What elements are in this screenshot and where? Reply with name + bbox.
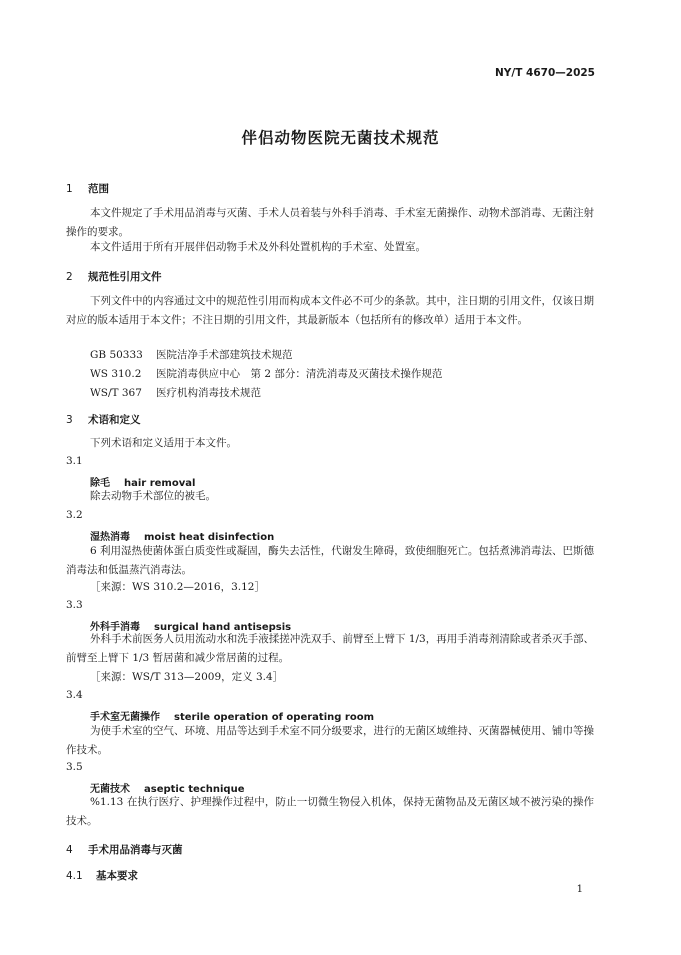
section-title: 术语和定义	[88, 414, 141, 426]
standard-number: NY/T 4670—2025	[495, 67, 595, 79]
term-chinese: 湿热消毒	[90, 532, 130, 543]
term-number: 3.2	[66, 509, 83, 521]
section-title: 手术用品消毒与灭菌	[88, 844, 183, 856]
document-title: 伴侣动物医院无菌技术规范	[241, 129, 440, 147]
term-english: aseptic technique	[144, 784, 245, 795]
term-definition: %1.13 在执行医疗、护理操作过程中，防止一切微生物侵入机体，保持无菌物品及无菌区域不被污染的操作技术。	[66, 796, 594, 827]
reference-title: 医疗机构消毒技术规范	[156, 387, 261, 399]
terms-intro: 下列术语和定义适用于本文件。	[90, 437, 237, 449]
term-english: surgical hand antisepsis	[154, 622, 292, 633]
reference-title: 医院洁净手术部建筑技术规范	[156, 349, 293, 361]
reference-item	[90, 385, 261, 400]
term-number: 3.4	[66, 689, 83, 701]
subsection-number: 4.1	[66, 870, 83, 882]
section-number: 4	[66, 844, 73, 856]
term-heading	[90, 528, 274, 543]
section-number: 1	[66, 183, 73, 195]
term-chinese: 除毛	[90, 478, 110, 489]
reference-code: WS 310.2	[90, 368, 142, 380]
section-3-heading	[66, 412, 141, 427]
section-title: 规范性引用文件	[88, 271, 162, 283]
reference-item	[90, 366, 442, 381]
section-title: 范围	[88, 183, 109, 195]
page-number: 1	[576, 884, 583, 895]
term-definition: 为使手术室的空气、环境、用品等达到手术室不同分级要求，进行的无菌区域维持、灭菌器械使用、铺巾等操作技术。	[66, 725, 594, 756]
section-number: 3	[66, 414, 73, 426]
term-chinese: 无菌技术	[90, 784, 130, 795]
section-1-heading	[66, 181, 109, 196]
term-chinese: 手术室无菌操作	[90, 712, 160, 723]
scope-paragraph-2: 本文件适用于所有开展伴侣动物手术及外科处置机构的手术室、处置室。	[90, 241, 426, 253]
term-number: 3.1	[66, 455, 83, 467]
term-chinese: 外科手消毒	[90, 622, 140, 633]
reference-item	[90, 347, 293, 362]
section-4-heading	[66, 842, 183, 857]
term-heading	[90, 708, 374, 723]
term-definition: 6 利用湿热使菌体蛋白质变性或凝固，酶失去活性，代谢发生障碍，致使细胞死亡。包括煮沸消毒法、巴斯德消毒法和低温蒸汽消毒法。	[66, 545, 594, 576]
term-number: 3.3	[66, 599, 83, 611]
term-english: hair removal	[124, 478, 196, 489]
section-number: 2	[66, 271, 73, 283]
reference-title: 医院消毒供应中心 第 2 部分：清洗消毒及灭菌技术操作规范	[156, 368, 443, 380]
term-definition: 除去动物手术部位的被毛。	[90, 490, 216, 502]
term-source: ［来源：WS 310.2—2016，3.12］	[90, 581, 265, 593]
subsection-4-1-heading	[66, 868, 138, 883]
subsection-title: 基本要求	[96, 870, 138, 882]
term-english: sterile operation of operating room	[174, 712, 374, 723]
reference-code: WS/T 367	[90, 387, 142, 399]
term-definition: 外科手术前医务人员用流动水和洗手液揉搓冲洗双手、前臂至上臂下 1/3，再用手消毒剂清除或者杀灭手部、前臂至上臂下 1/3 暂居菌和减少常居菌的过程。	[66, 633, 594, 664]
scope-paragraph-1: 本文件规定了手术用品消毒与灭菌、手术人员着装与外科手消毒、手术室无菌操作、动物术部消毒、无菌注射操作的要求。	[66, 207, 594, 238]
term-number: 3.5	[66, 761, 83, 773]
term-english: moist heat disinfection	[144, 532, 275, 543]
reference-code: GB 50333	[90, 349, 143, 361]
normative-references-intro: 下列文件中的内容通过文中的规范性引用而构成本文件必不可少的条款。其中，注日期的引用文件，仅该日期对应的版本适用于本文件；不注日期的引用文件，其最新版本（包括所有的修改单）适用于本文件。	[66, 295, 594, 326]
section-2-heading	[66, 269, 162, 284]
term-source: ［来源：WS/T 313—2009，定义 3.4］	[90, 671, 284, 683]
